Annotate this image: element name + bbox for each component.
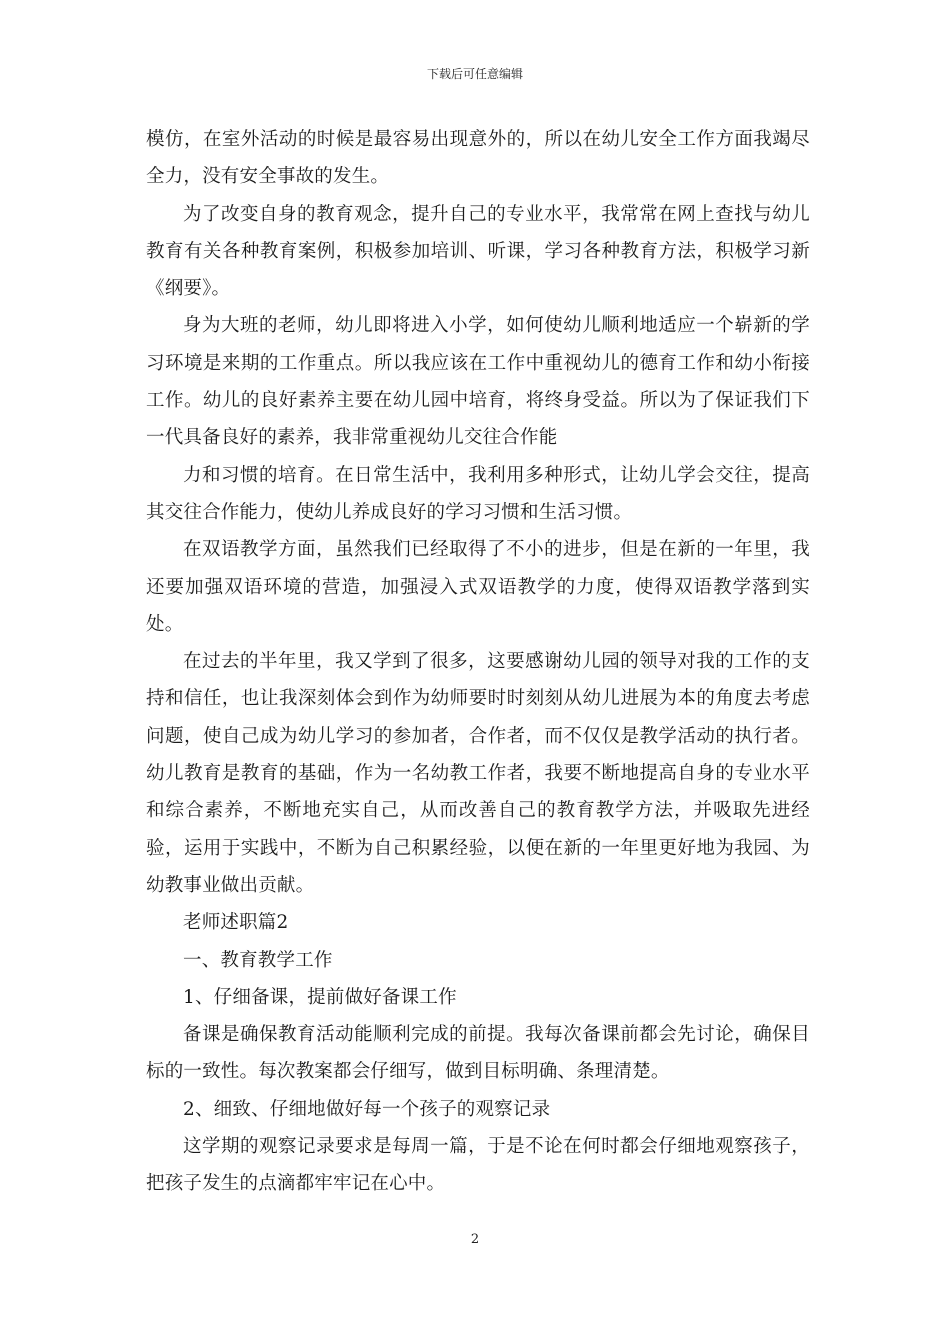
paragraph: 模仿，在室外活动的时候是最容易出现意外的，所以在幼儿安全工作方面我竭尽全力，没有安全事故的发生。 (146, 129, 810, 188)
paragraph: 在双语教学方面，虽然我们已经取得了不小的进步，但是在新的一年里，我还要加强双语环境的营造，加强浸入式双语教学的力度，使得双语教学落到实处。 (146, 539, 810, 635)
paragraph: 为了改变自身的教育观念，提升自己的专业水平，我常常在网上查找与幼儿教育有关各种教育案例，积极参加培训、听课，学习各种教育方法，积极学习新《纲要》。 (146, 203, 810, 300)
subsection-heading: 1、仔细备课，提前做好备课工作 (183, 986, 457, 1008)
section-heading: 一、教育教学工作 (183, 949, 333, 971)
paragraph: 这学期的观察记录要求是每周一篇，于是不论在何时都会仔细地观察孩子，把孩子发生的点滴都牢牢记在心中。 (146, 1136, 810, 1195)
document-body (146, 121, 810, 1203)
paragraph: 身为大班的老师，幼儿即将进入小学，如何使幼儿顺利地适应一个崭新的学习环境是来期的工作重点。所以我应该在工作中重视幼儿的德育工作和幼小衔接工作。幼儿的良好素养主要在幼儿园中培育，将终身受益。所以为了保证我们下一代具备良好的素养，我非常重视幼儿交往合作能 (146, 315, 810, 449)
page-header: 下载后可任意编辑 (426, 67, 523, 81)
subsection-heading: 2、细致、仔细地做好每一个孩子的观察记录 (183, 1098, 551, 1120)
paragraph: 备课是确保教育活动能顺利完成的前提。我每次备课前都会先讨论，确保目标的一致性。每次教案都会仔细写，做到目标明确、条理清楚。 (146, 1024, 810, 1083)
paragraph: 在过去的半年里，我又学到了很多，这要感谢幼儿园的领导对我的工作的支持和信任，也让我深刻体会到作为幼师要时时刻刻从幼儿进展为本的角度去考虑问题，使自己成为幼儿学习的参加者，合作者，而不仅仅是教学活动的执行者。幼儿教育是教育的基础，作为一名幼教工作者，我要不断地提高自身的专业水平和综合素养，不断地充实自己，从而改善自己的教育教学方法，并吸取先进经验，运用于实践中，不断为自己积累经验，以便在新的一年里更好地为我园、为幼教事业做出贡献。 (146, 651, 810, 896)
page-number: 2 (470, 1232, 480, 1247)
section-title: 老师述职篇2 (183, 912, 289, 934)
paragraph: 力和习惯的培育。在日常生活中，我利用多种形式，让幼儿学会交往，提高其交往合作能力，使幼儿养成良好的学习习惯和生活习惯。 (146, 464, 810, 523)
